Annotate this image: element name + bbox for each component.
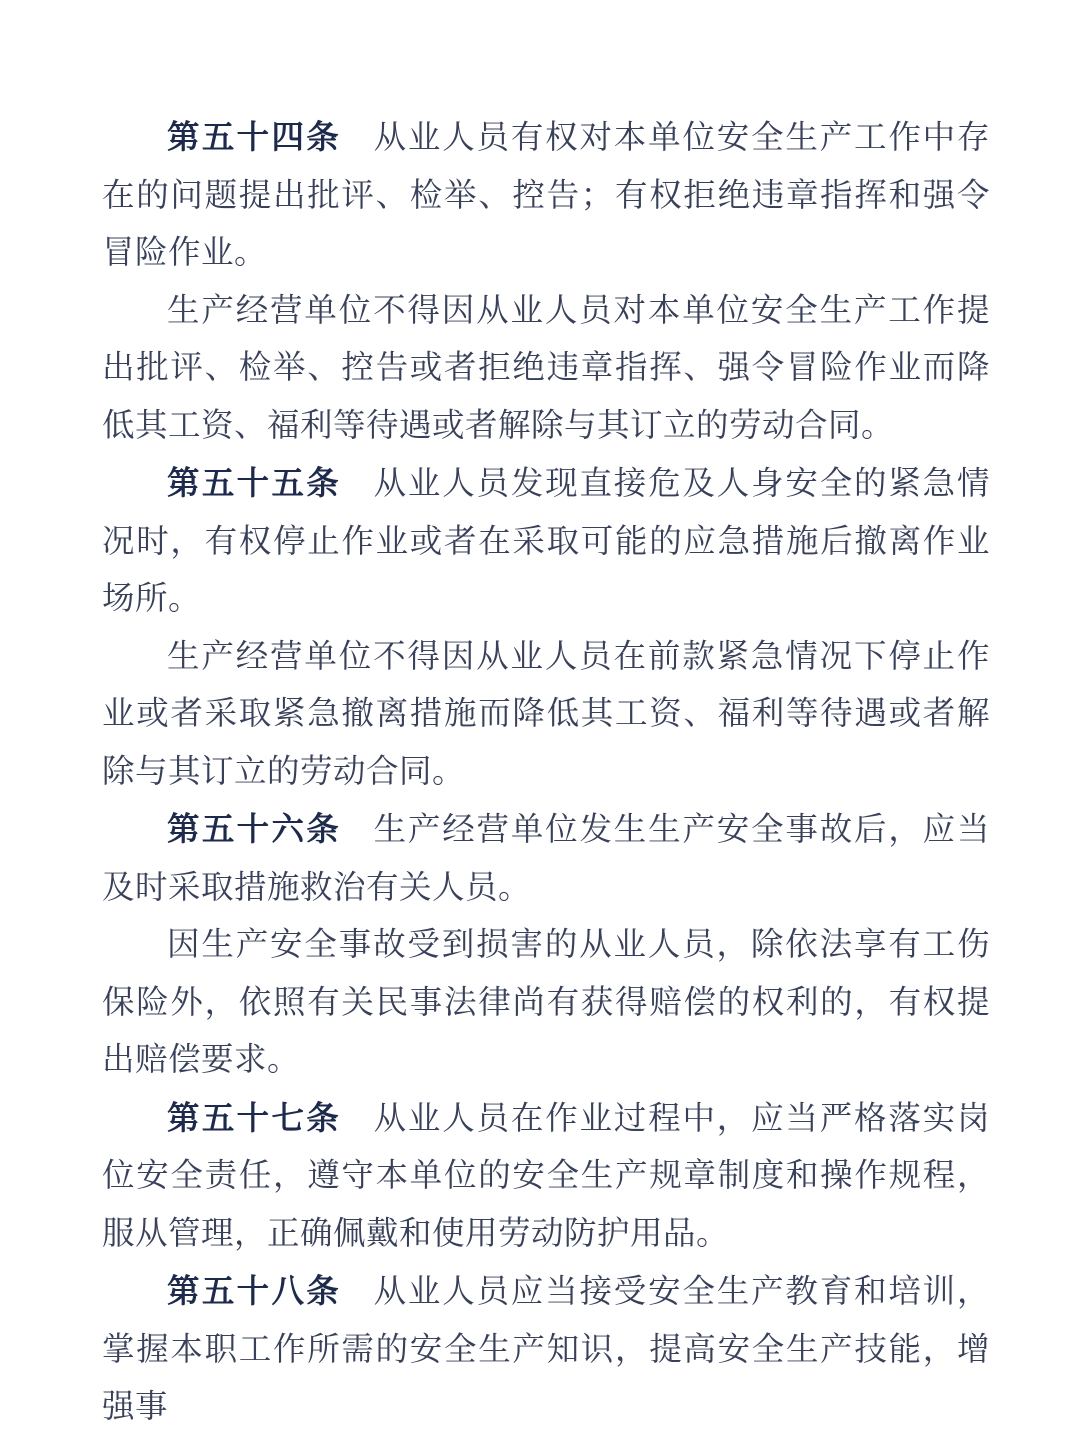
article-number: 第五十六条: [167, 811, 342, 847]
law-paragraph-article-55: [102, 455, 990, 629]
law-text-block: [102, 109, 990, 1437]
law-paragraph-article-56-cont: [102, 917, 990, 1090]
law-paragraph-article-56: [102, 801, 990, 917]
law-paragraph-article-58: [102, 1263, 990, 1437]
paragraph-text: 从业人员在作业过程中，应当严格落实岗位安全责任，遵守本单位的安全生产规章制度和操作规程，服从管理，正确佩戴和使用劳动防护用品。: [102, 1100, 990, 1252]
article-number: 第五十七条: [167, 1099, 342, 1136]
paragraph-text: 生产经营单位不得因从业人员对本单位安全生产工作提出批评、检举、控告或者拒绝违章指挥、强令冒险作业而降低其工资、福利等待遇或者解除与其订立的劳动合同。: [102, 292, 990, 444]
paragraph-text: 从业人员应当接受安全生产教育和培训，掌握本职工作所需的安全生产知识，提高安全生产技能，增强事: [102, 1274, 990, 1425]
article-number: 第五十八条: [167, 1273, 342, 1309]
law-paragraph-article-57: [102, 1090, 990, 1264]
paragraph-text: 从业人员有权对本单位安全生产工作中存在的问题提出批评、检举、控告；有权拒绝违章指挥和强令冒险作业。: [102, 120, 990, 271]
paragraph-text: 生产经营单位不得因从业人员在前款紧急情况下停止作业或者采取紧急撤离措施而降低其工资、福利等待遇或者解除与其订立的劳动合同。: [102, 638, 990, 790]
paragraph-text: 因生产安全事故受到损害的从业人员，除依法享有工伤保险外，依照有关民事法律尚有获得赔偿的权利的，有权提出赔偿要求。: [102, 927, 990, 1078]
article-number: 第五十四条: [167, 119, 342, 155]
law-paragraph-article-54-cont: [102, 283, 990, 456]
paragraph-text: 从业人员发现直接危及人身安全的紧急情况时，有权停止作业或者在采取可能的应急措施后撤离作业场所。: [102, 466, 990, 617]
paragraph-text: 生产经营单位发生生产安全事故后，应当及时采取措施救治有关人员。: [102, 812, 990, 906]
law-paragraph-article-54: [102, 109, 990, 283]
article-number: 第五十五条: [167, 465, 342, 501]
law-paragraph-article-55-cont: [102, 629, 990, 802]
